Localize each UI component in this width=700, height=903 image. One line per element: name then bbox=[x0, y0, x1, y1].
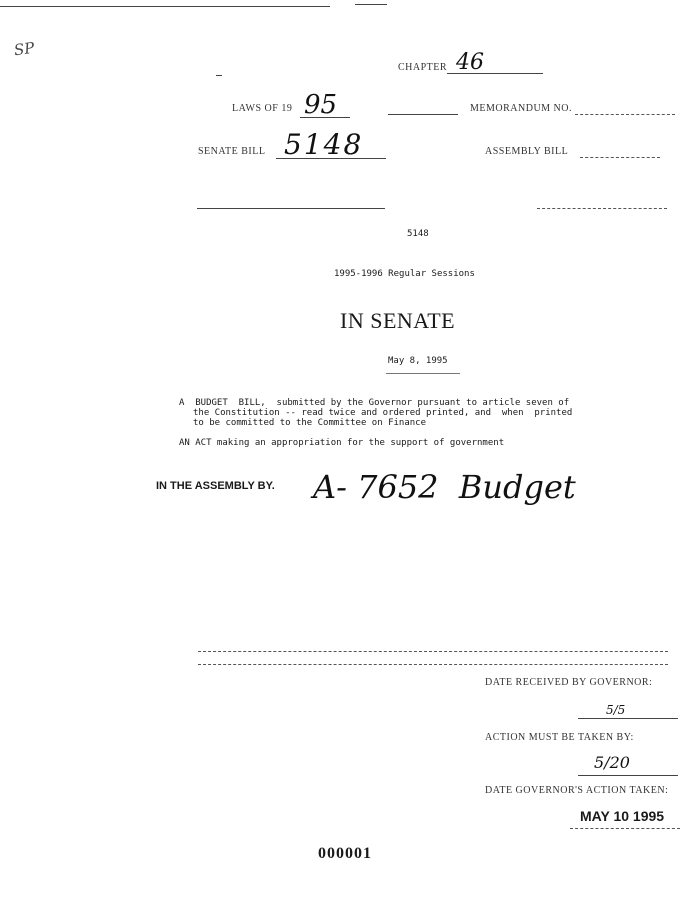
senate-bill-label: SENATE BILL bbox=[198, 146, 266, 157]
laws-underline bbox=[300, 117, 350, 118]
bill-number: 5148 bbox=[407, 229, 429, 239]
date-underline bbox=[386, 373, 460, 374]
memorandum-label: MEMORANDUM NO. bbox=[470, 103, 573, 114]
date-received-line bbox=[578, 718, 678, 719]
paragraph2: AN ACT making an appropriation for the support of government bbox=[179, 438, 505, 448]
chapter-value: 46 bbox=[456, 50, 484, 75]
chapter-label: CHAPTER bbox=[398, 62, 448, 73]
session-line: 1995-1996 Regular Sessions bbox=[334, 269, 475, 279]
assembly-handwritten: A- 7652 Budget bbox=[313, 468, 576, 506]
senate-bill-value: 5148 bbox=[284, 128, 364, 161]
assembly-bill-label: ASSEMBLY BILL bbox=[485, 146, 569, 157]
bill-date: May 8, 1995 bbox=[388, 356, 448, 366]
action-must-label: ACTION MUST BE TAKEN BY: bbox=[485, 732, 634, 743]
separator-right bbox=[537, 208, 667, 209]
memorandum-line bbox=[575, 114, 675, 115]
separator-left bbox=[197, 208, 385, 209]
date-action-line bbox=[570, 828, 680, 829]
action-must-line bbox=[578, 775, 678, 776]
date-action-label: DATE GOVERNOR'S ACTION TAKEN: bbox=[485, 785, 669, 796]
paragraph1-line3: to be committed to the Committee on Finance bbox=[193, 418, 426, 428]
paragraph1-line2: the Constitution -- read twice and ordered printed, and when printed bbox=[193, 408, 573, 418]
page-number: 000001 bbox=[318, 845, 372, 862]
date-received-label: DATE RECEIVED BY GOVERNOR: bbox=[485, 677, 653, 688]
date-received-value: 5/5 bbox=[606, 703, 626, 717]
action-must-value: 5/20 bbox=[594, 753, 630, 772]
top-rule-right bbox=[355, 4, 387, 5]
memo-left-line bbox=[388, 114, 458, 115]
assembly-stamp: IN THE ASSEMBLY BY. bbox=[156, 480, 275, 492]
margin-note: SP bbox=[12, 38, 36, 60]
in-senate-heading: IN SENATE bbox=[340, 308, 456, 333]
paragraph1-line1: A BUDGET BILL, submitted by the Governor pursuant to article seven of bbox=[179, 398, 570, 408]
assembly-bill-line bbox=[580, 157, 660, 158]
date-action-stamp: MAY 10 1995 bbox=[580, 808, 665, 824]
lower-separator-2 bbox=[198, 664, 668, 665]
laws-year: 95 bbox=[304, 90, 338, 120]
stray-mark bbox=[216, 75, 222, 76]
senate-bill-underline bbox=[276, 158, 386, 159]
top-rule-left bbox=[0, 6, 330, 7]
lower-separator-1 bbox=[198, 651, 668, 652]
laws-label: LAWS OF 19 bbox=[232, 103, 293, 114]
chapter-underline bbox=[447, 73, 543, 74]
